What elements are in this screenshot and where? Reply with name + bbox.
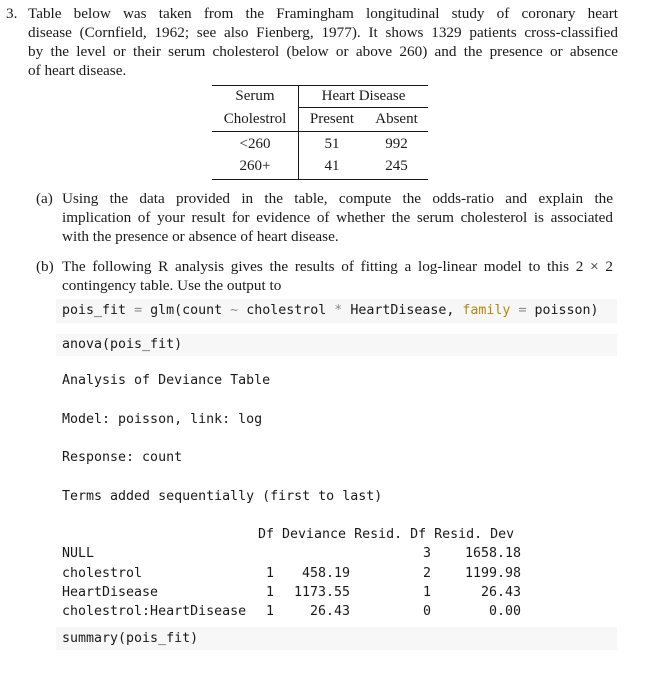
part-a-line: with the presence or absence of heart disease.	[62, 228, 339, 245]
output-term: cholestrol:HeartDisease	[62, 604, 247, 619]
table-rule-top	[212, 85, 428, 86]
intro-line: disease (Cornfield, 1962; see also Fienberg, 1977). It shows 1329 patients cross-classified	[28, 24, 618, 41]
code-assign: =	[134, 303, 143, 318]
code-family-kw: family	[462, 303, 511, 318]
row-level: <260	[239, 136, 271, 152]
output-term: HeartDisease	[62, 585, 159, 600]
part-a-line: implication of your result for evidence of whether the serum cholesterol is associated	[62, 209, 613, 226]
code-fit-call-1: glm(count	[150, 303, 223, 318]
table-rule-mid	[299, 107, 428, 108]
intro-line: by the level or their serum cholesterol (below or above 260) and the presence or absence	[28, 43, 618, 60]
output-term: cholestrol	[62, 566, 143, 581]
intro-line: Table below was taken from the Framingham longitudinal study of coronary heart	[28, 5, 618, 22]
row-present: 51	[324, 136, 340, 152]
table-rule-bottom	[212, 179, 428, 180]
header-heart-disease: Heart Disease	[321, 88, 406, 104]
question-intro	[28, 4, 618, 80]
row-absent: 992	[385, 136, 408, 152]
output-term: NULL	[62, 546, 95, 561]
header-serum: Serum	[235, 88, 275, 104]
header-absent: Absent	[375, 111, 418, 127]
part-b-line: The following R analysis gives the results of fitting a log-linear model to this 2 × 2	[62, 258, 613, 275]
output-df: 1	[265, 566, 274, 581]
output-deviance: 458.19	[301, 566, 350, 581]
output-resid-dev: 0.00	[488, 604, 521, 619]
part-a-label: (a)	[36, 190, 53, 207]
output-df: 1	[265, 585, 274, 600]
output-deviance: 1173.55	[293, 585, 350, 600]
intro-line: of heart disease.	[28, 62, 127, 79]
code-fit-call-2: cholestrol	[246, 303, 327, 318]
part-a-line: Using the data provided in the table, compute the odds-ratio and explain the	[62, 190, 613, 207]
part-a-text	[62, 189, 613, 246]
output-resid-dev: 1658.18	[464, 546, 521, 561]
row-level: 260+	[239, 158, 271, 174]
part-b-line: contingency table. Use the output to	[62, 277, 282, 294]
code-fit-lhs: pois_fit	[62, 303, 127, 318]
part-b-text	[62, 257, 613, 295]
header-cholestrol: Cholestrol	[223, 111, 287, 127]
output-resid-df: 2	[422, 566, 431, 581]
code-line-fit	[62, 303, 599, 318]
output-response: Response: count	[62, 450, 183, 465]
output-model: Model: poisson, link: log	[62, 412, 263, 427]
output-resid-dev: 26.43	[480, 585, 521, 600]
output-df: 1	[265, 604, 274, 619]
output-deviance: 26.43	[309, 604, 350, 619]
part-b-label: (b)	[36, 258, 54, 275]
code-star: *	[334, 303, 343, 318]
table-rule-header	[212, 131, 428, 132]
code-fit-call-4: poisson)	[534, 303, 599, 318]
code-assign-2: =	[518, 303, 527, 318]
row-absent: 245	[385, 158, 408, 174]
header-present: Present	[309, 111, 355, 127]
code-anova: anova(pois_fit)	[62, 337, 183, 352]
output-resid-df: 0	[422, 604, 431, 619]
output-resid-df: 1	[422, 585, 431, 600]
output-col-headers: Df Deviance Resid. Df Resid. Dev	[258, 527, 515, 542]
output-resid-df: 3	[422, 546, 431, 561]
row-present: 41	[324, 158, 340, 174]
code-tilde: ~	[230, 303, 239, 318]
output-title: Analysis of Deviance Table	[62, 373, 271, 388]
code-fit-call-3: HeartDisease,	[350, 303, 455, 318]
output-terms: Terms added sequentially (first to last)	[62, 489, 383, 504]
question-number: 3.	[6, 5, 18, 22]
output-resid-dev: 1199.98	[464, 566, 521, 581]
code-summary: summary(pois_fit)	[62, 631, 199, 646]
